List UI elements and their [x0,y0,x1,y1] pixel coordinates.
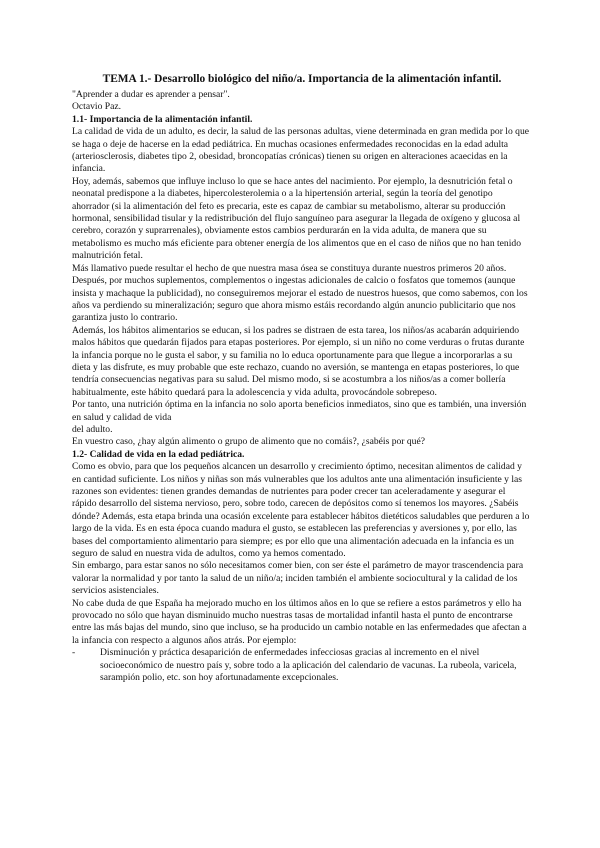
paragraph: del adulto. [72,423,113,435]
page-title: TEMA 1.- Desarrollo biológico del niño/a. Importancia de la alimentación infantil. [102,73,502,85]
paragraph: Más llamativo puede resultar el hecho de que nuestra masa ósea se constituya durante nuestros primeros 20 años. Después, por muchos suplementos, complementos o ingestas adicionales de calcio o fosfatos que tomemos (aunque insista y machaque la publicidad), no conseguiremos mejorar el estado de nuestros huesos, que como sabemos, con los años va perdiendo su mineralización; seguro que ahora mismo estáis recordando algún anuncio publicitario que nos garantiza justo lo contrario. [72,262,528,324]
list-bullet: - [72,647,76,659]
paragraph: Hoy, además, sabemos que influye incluso lo que se hace antes del nacimiento. Por ejemplo, la desnutrición fetal o neonatal predispone a la diabetes, hipercolesterolemia o a la hipertensión arterial, según la teoría del genotipo ahorrador (si la alimentación del feto es precaria, este es capaz de cambiar su metabolismo, alterar su producción hormonal, sensibilidad tisular y la redistribución del flujo sanguíneo para asegurar la llegada de oxígeno y glucosa al cerebro, corazón y suprarrenales), obviamente estos cambios perdurarán en la vida adulta, de manera que su metabolismo es mucho más eficiente para obtener energía de los alimentos que en el caso de niños que no han tenido malnutrición fetal. [72,175,521,262]
epigraph-author: Octavio Paz. [72,101,122,113]
paragraph: Como es obvio, para que los pequeños alcancen un desarrollo y crecimiento óptimo, necesitan alimentos de calidad y en cantidad suficiente. Los niños y niñas son más vulnerables que los adultos ante una alimentación insuficiente y las razones son evidentes: tienen grandes demandas de nutrientes para poder crecer tan aceleradamente y asegurar el rápido desarrollo del sistema nervioso, pero, sobre todo, carecen de depósitos como sí tenemos los mayores. ¿Sabéis dónde? Además, esta etapa brinda una ocasión excelente para establecer hábitos dietéticos saludables que perduren a lo largo de la vida. Es en esta época cuando madura el gusto, se establecen las preferencias y aversiones y, por ello, las bases del comportamiento alimentario para siempre; es por ello que una alimentación adecuada en la infancia es un seguro de salud en nuestra vida de adultos, como ya hemos comentado. [72,461,530,560]
document-page [72,72,532,685]
epigraph-quote: "Aprender a dudar es aprender a pensar". [72,89,230,100]
paragraph: Sin embargo, para estar sanos no sólo necesitamos comer bien, con ser éste el parámetro de mayor trascendencia para valorar la normalidad y por tanto la salud de un niño/a; inciden también el ambiente sociocultural y la calidad de los servicios asistenciales. [72,560,524,597]
paragraph: Por tanto, una nutrición óptima en la infancia no solo aporta beneficios inmediatos, sino que es también, una inversión en salud y calidad de vida [72,399,527,423]
paragraph: No cabe duda de que España ha mejorado mucho en los últimos años en lo que se refiere a estos parámetros y ello ha provocado no sólo que hayan disminuido mucho nuestras tasas de mortalidad infantil hasta el punto de encontrarse entre las más bajas del mundo, sino que incluso, se ha producido un cambio notable en las enfermedades que afectan a la infancia con respecto a algunos años atrás. Por ejemplo: [72,597,527,646]
list-item [72,647,532,684]
paragraph: Además, los hábitos alimentarios se educan, si los padres se distraen de esta tarea, los niños/as acabarán adquiriendo malos hábitos que quedarán fijados para etapas posteriores. Por ejemplo, si un niño no come verduras o frutas durante la infancia porque no le gusta el sabor, y su familia no lo educa oportunamente para que llegue a incorporarlas a su dieta y las disfrute, es muy probable que este rechazo, cuando no aversión, se mantenga en etapas posteriores, lo que tendría consecuencias negativas para su salud. Del mismo modo, si se acostumbra a los niños/as a comer bollería habitualmente, este hábito quedará para la adolescencia y vida adulta, provocándole sobrepeso. [72,324,525,398]
list-item-text: Disminución y práctica desaparición de enfermedades infecciosas gracias al incremento en el nivel socioeconómico de nuestro país y, sobre todo a la aplicación del calendario de vacunas. La rubeola, varicela, sarampión polio, etc. son hoy afortunadamente excepcionales. [100,647,517,684]
examples-list [72,647,532,684]
section-heading-1-1: 1.1- Importancia de la alimentación infantil. [72,113,253,125]
paragraph: En vuestro caso, ¿hay algún alimento o grupo de alimento que no comáis?, ¿sabéis por qué? [72,436,425,448]
section-heading-1-2: 1.2- Calidad de vida en la edad pediátrica. [72,448,245,460]
paragraph: La calidad de vida de un adulto, es decir, la salud de las personas adultas, viene determinada en gran medida por lo que se haga o deje de hacerse en la edad pediátrica. En muchas ocasiones enfermedades reconocidas en la edad adulta (arteriosclerosis, diabetes tipo 2, obesidad, broncopatías crónicas) tienen su origen en alteraciones acaecidas en la infancia. [72,126,530,175]
